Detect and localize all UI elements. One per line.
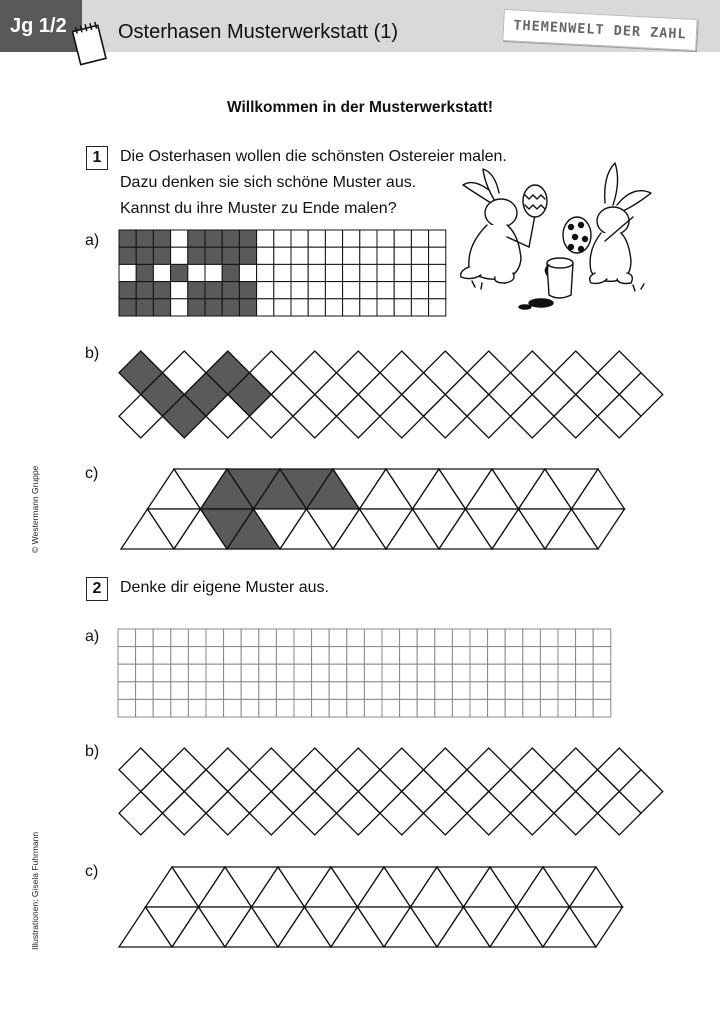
grid-cell[interactable] xyxy=(206,629,224,647)
grid-cell[interactable] xyxy=(400,699,418,717)
grid-cell[interactable] xyxy=(364,682,382,700)
grid-cell[interactable] xyxy=(205,299,222,316)
grid-cell[interactable] xyxy=(593,682,611,700)
grid-cell[interactable] xyxy=(452,647,470,665)
grid-cell[interactable] xyxy=(224,664,242,682)
grid-cell[interactable] xyxy=(188,247,205,264)
grid-cell[interactable] xyxy=(417,699,435,717)
grid-cell[interactable] xyxy=(523,629,541,647)
grid-cell[interactable] xyxy=(558,647,576,665)
grid-cell[interactable] xyxy=(294,699,312,717)
task-number-1: 1 xyxy=(86,146,108,170)
grid-cell[interactable] xyxy=(523,699,541,717)
grid-cell[interactable] xyxy=(241,664,259,682)
grid-cell[interactable] xyxy=(241,682,259,700)
grid-cell[interactable] xyxy=(429,247,446,264)
task2-text: Denke dir eigene Muster aus. xyxy=(120,579,329,596)
grid-cell[interactable] xyxy=(224,629,242,647)
illustration-credit: Illustrationen: Gisela Fuhrmann xyxy=(30,831,40,950)
task1-line-1: Die Osterhasen wollen die schönsten Ostereier malen. xyxy=(120,148,507,165)
grid-cell[interactable] xyxy=(394,282,411,299)
grid-cell[interactable] xyxy=(153,247,170,264)
grid-cell[interactable] xyxy=(347,647,365,665)
grid-cell[interactable] xyxy=(540,629,558,647)
task2-label-b: b) xyxy=(85,743,100,760)
grid-cell[interactable] xyxy=(382,629,400,647)
grid-cell[interactable] xyxy=(576,664,594,682)
grid-cell[interactable] xyxy=(241,699,259,717)
grid-cell[interactable] xyxy=(291,299,308,316)
grid-cell[interactable] xyxy=(291,230,308,247)
grid-cell[interactable] xyxy=(360,299,377,316)
grid-cell[interactable] xyxy=(153,647,171,665)
grid-cell[interactable] xyxy=(276,629,294,647)
grid-cell[interactable] xyxy=(153,682,171,700)
grid-cell[interactable] xyxy=(257,282,274,299)
grid-cell[interactable] xyxy=(188,282,205,299)
grid-cell[interactable] xyxy=(452,699,470,717)
grid-cell[interactable] xyxy=(276,664,294,682)
grid-cell[interactable] xyxy=(394,299,411,316)
grid-cell[interactable] xyxy=(239,299,256,316)
grid-cell[interactable] xyxy=(347,699,365,717)
grid-cell[interactable] xyxy=(505,664,523,682)
grid-cell[interactable] xyxy=(153,230,170,247)
grid-cell[interactable] xyxy=(291,247,308,264)
grid-cell[interactable] xyxy=(153,299,170,316)
grid-cell[interactable] xyxy=(291,282,308,299)
grid-cell[interactable] xyxy=(593,664,611,682)
grid-cell[interactable] xyxy=(136,664,154,682)
grid-cell[interactable] xyxy=(276,699,294,717)
grid-cell[interactable] xyxy=(188,629,206,647)
grid-cell[interactable] xyxy=(308,264,325,281)
grid-cell[interactable] xyxy=(222,230,239,247)
grid-cell[interactable] xyxy=(325,282,342,299)
grid-cell[interactable] xyxy=(540,647,558,665)
grid-cell[interactable] xyxy=(153,264,170,281)
task1-label-b: b) xyxy=(85,345,100,362)
grid-cell[interactable] xyxy=(364,699,382,717)
grid-cell[interactable] xyxy=(377,282,394,299)
grid-cell[interactable] xyxy=(312,647,330,665)
grid-cell[interactable] xyxy=(429,230,446,247)
task1-label-a: a) xyxy=(85,232,100,249)
pattern-grid-1a[interactable] xyxy=(118,229,447,317)
grid-cell[interactable] xyxy=(576,647,594,665)
grid-cell[interactable] xyxy=(488,699,506,717)
grid-cell[interactable] xyxy=(593,629,611,647)
grid-cell[interactable] xyxy=(274,247,291,264)
grid-cell[interactable] xyxy=(205,264,222,281)
grid-cell[interactable] xyxy=(171,699,189,717)
grid-cell[interactable] xyxy=(274,282,291,299)
grid-cell[interactable] xyxy=(364,664,382,682)
grid-cell[interactable] xyxy=(435,682,453,700)
grid-cell[interactable] xyxy=(291,264,308,281)
grid-cell[interactable] xyxy=(171,264,188,281)
grid-cell[interactable] xyxy=(377,264,394,281)
grid-cell[interactable] xyxy=(136,230,153,247)
grid-cell[interactable] xyxy=(360,230,377,247)
grid-cell[interactable] xyxy=(257,264,274,281)
grid-cell[interactable] xyxy=(257,299,274,316)
grid-cell[interactable] xyxy=(118,699,136,717)
grid-cell[interactable] xyxy=(488,682,506,700)
grid-cell[interactable] xyxy=(136,264,153,281)
grid-cell[interactable] xyxy=(329,647,347,665)
empty-diamonds-2b[interactable] xyxy=(118,747,642,836)
grid-cell[interactable] xyxy=(274,264,291,281)
grid-cell[interactable] xyxy=(382,664,400,682)
grid-cell[interactable] xyxy=(558,682,576,700)
grid-cell[interactable] xyxy=(171,299,188,316)
grid-cell[interactable] xyxy=(119,264,136,281)
grid-cell[interactable] xyxy=(470,699,488,717)
grid-cell[interactable] xyxy=(488,664,506,682)
grid-cell[interactable] xyxy=(239,282,256,299)
grid-cell[interactable] xyxy=(377,230,394,247)
grid-cell[interactable] xyxy=(505,682,523,700)
grid-cell[interactable] xyxy=(382,699,400,717)
grid-cell[interactable] xyxy=(136,247,153,264)
grid-cell[interactable] xyxy=(206,682,224,700)
grid-cell[interactable] xyxy=(540,699,558,717)
grid-cell[interactable] xyxy=(377,247,394,264)
empty-grid-2a[interactable] xyxy=(117,628,612,718)
grid-cell[interactable] xyxy=(364,647,382,665)
grid-cell[interactable] xyxy=(205,230,222,247)
grid-cell[interactable] xyxy=(308,299,325,316)
grid-cell[interactable] xyxy=(360,264,377,281)
task-number-2: 2 xyxy=(86,577,108,601)
grid-cell[interactable] xyxy=(118,664,136,682)
grid-cell[interactable] xyxy=(224,682,242,700)
grid-cell[interactable] xyxy=(136,647,154,665)
grid-cell[interactable] xyxy=(136,699,154,717)
grid-cell[interactable] xyxy=(329,699,347,717)
grid-cell[interactable] xyxy=(119,299,136,316)
task1-label-c: c) xyxy=(85,465,99,482)
grid-cell[interactable] xyxy=(188,264,205,281)
grid-cell[interactable] xyxy=(259,682,277,700)
grid-cell[interactable] xyxy=(364,629,382,647)
grid-cell[interactable] xyxy=(417,682,435,700)
grid-cell[interactable] xyxy=(523,664,541,682)
grid-cell[interactable] xyxy=(222,299,239,316)
grid-cell[interactable] xyxy=(241,647,259,665)
grid-cell[interactable] xyxy=(188,699,206,717)
grid-cell[interactable] xyxy=(411,264,428,281)
grid-cell[interactable] xyxy=(171,664,189,682)
grid-cell[interactable] xyxy=(294,629,312,647)
grid-cell[interactable] xyxy=(558,699,576,717)
grid-cell[interactable] xyxy=(239,264,256,281)
grid-cell[interactable] xyxy=(329,664,347,682)
grid-cell[interactable] xyxy=(382,647,400,665)
grid-cell[interactable] xyxy=(343,299,360,316)
grid-cell[interactable] xyxy=(347,629,365,647)
grid-cell[interactable] xyxy=(118,629,136,647)
grid-cell[interactable] xyxy=(153,699,171,717)
pattern-triangles-1c[interactable] xyxy=(120,468,652,550)
grid-cell[interactable] xyxy=(394,247,411,264)
grid-cell[interactable] xyxy=(417,629,435,647)
grid-cell[interactable] xyxy=(188,664,206,682)
grid-cell[interactable] xyxy=(400,682,418,700)
grid-cell[interactable] xyxy=(308,247,325,264)
grid-cell[interactable] xyxy=(224,647,242,665)
grid-cell[interactable] xyxy=(540,664,558,682)
grid-cell[interactable] xyxy=(312,699,330,717)
welcome-heading: Willkommen in der Musterwerkstatt! xyxy=(227,99,493,116)
grid-cell[interactable] xyxy=(206,699,224,717)
pattern-diamonds-1b[interactable] xyxy=(118,350,642,439)
grid-cell[interactable] xyxy=(343,230,360,247)
grid-cell[interactable] xyxy=(435,664,453,682)
grid-cell[interactable] xyxy=(523,682,541,700)
grid-cell[interactable] xyxy=(206,664,224,682)
grid-cell[interactable] xyxy=(576,699,594,717)
grid-cell[interactable] xyxy=(153,664,171,682)
grid-cell[interactable] xyxy=(239,230,256,247)
grid-cell[interactable] xyxy=(429,282,446,299)
grid-cell[interactable] xyxy=(241,629,259,647)
grid-cell[interactable] xyxy=(312,629,330,647)
grid-cell[interactable] xyxy=(400,647,418,665)
grade-label: Jg 1/2 xyxy=(10,15,67,37)
grid-cell[interactable] xyxy=(435,629,453,647)
grid-cell[interactable] xyxy=(347,664,365,682)
grid-cell[interactable] xyxy=(377,299,394,316)
grid-cell[interactable] xyxy=(360,282,377,299)
task2-label-c: c) xyxy=(85,863,99,880)
grid-cell[interactable] xyxy=(308,230,325,247)
grid-cell[interactable] xyxy=(558,629,576,647)
easter-bunnies-illustration xyxy=(455,155,660,315)
grid-cell[interactable] xyxy=(136,629,154,647)
grid-cell[interactable] xyxy=(394,264,411,281)
grid-cell[interactable] xyxy=(118,682,136,700)
grid-cell[interactable] xyxy=(274,299,291,316)
task2-label-a: a) xyxy=(85,628,100,645)
task1-line-2: Dazu denken sie sich schöne Muster aus. xyxy=(120,174,417,191)
grid-cell[interactable] xyxy=(523,647,541,665)
brand-stamp: THEMENWELT DER ZAHL xyxy=(502,9,697,51)
grid-cell[interactable] xyxy=(505,699,523,717)
grid-cell[interactable] xyxy=(136,282,153,299)
grid-cell[interactable] xyxy=(435,699,453,717)
grid-cell[interactable] xyxy=(259,629,277,647)
grid-cell[interactable] xyxy=(312,682,330,700)
grid-cell[interactable] xyxy=(119,247,136,264)
grid-cell[interactable] xyxy=(505,647,523,665)
grid-cell[interactable] xyxy=(593,647,611,665)
grid-cell[interactable] xyxy=(505,629,523,647)
grid-cell[interactable] xyxy=(294,682,312,700)
task1-line-3: Kannst du ihre Muster zu Ende malen? xyxy=(120,200,397,217)
grid-cell[interactable] xyxy=(429,264,446,281)
grid-cell[interactable] xyxy=(593,699,611,717)
grid-cell[interactable] xyxy=(257,247,274,264)
grid-cell[interactable] xyxy=(188,647,206,665)
grid-cell[interactable] xyxy=(136,299,153,316)
grid-cell[interactable] xyxy=(417,647,435,665)
grid-cell[interactable] xyxy=(347,682,365,700)
grid-cell[interactable] xyxy=(118,647,136,665)
grid-cell[interactable] xyxy=(276,682,294,700)
grid-cell[interactable] xyxy=(308,282,325,299)
grid-cell[interactable] xyxy=(400,664,418,682)
grid-cell[interactable] xyxy=(470,647,488,665)
grid-cell[interactable] xyxy=(224,699,242,717)
grid-cell[interactable] xyxy=(394,230,411,247)
grid-cell[interactable] xyxy=(488,629,506,647)
grid-cell[interactable] xyxy=(540,682,558,700)
grid-cell[interactable] xyxy=(452,682,470,700)
grid-cell[interactable] xyxy=(188,230,205,247)
grid-cell[interactable] xyxy=(400,629,418,647)
grid-cell[interactable] xyxy=(360,247,377,264)
grid-cell[interactable] xyxy=(188,682,206,700)
grid-cell[interactable] xyxy=(294,664,312,682)
grid-cell[interactable] xyxy=(325,299,342,316)
grid-cell[interactable] xyxy=(452,629,470,647)
grid-cell[interactable] xyxy=(558,664,576,682)
grid-cell[interactable] xyxy=(171,247,188,264)
grid-cell[interactable] xyxy=(325,247,342,264)
grid-cell[interactable] xyxy=(343,282,360,299)
grid-cell[interactable] xyxy=(343,247,360,264)
grid-cell[interactable] xyxy=(276,647,294,665)
grid-cell[interactable] xyxy=(329,682,347,700)
grid-cell[interactable] xyxy=(325,230,342,247)
grid-cell[interactable] xyxy=(312,664,330,682)
grid-cell[interactable] xyxy=(411,230,428,247)
grid-cell[interactable] xyxy=(294,647,312,665)
grid-cell[interactable] xyxy=(325,264,342,281)
grid-cell[interactable] xyxy=(171,682,189,700)
grid-cell[interactable] xyxy=(576,629,594,647)
grid-cell[interactable] xyxy=(470,682,488,700)
page-title: Osterhasen Musterwerkstatt (1) xyxy=(118,21,399,43)
grid-cell[interactable] xyxy=(452,664,470,682)
empty-triangles-2c[interactable] xyxy=(118,866,650,948)
grid-cell[interactable] xyxy=(329,629,347,647)
grid-cell[interactable] xyxy=(119,230,136,247)
grid-cell[interactable] xyxy=(257,230,274,247)
grid-cell[interactable] xyxy=(188,299,205,316)
grid-cell[interactable] xyxy=(205,247,222,264)
grid-cell[interactable] xyxy=(171,629,189,647)
grid-cell[interactable] xyxy=(259,664,277,682)
grid-cell[interactable] xyxy=(205,282,222,299)
notepad-icon xyxy=(68,20,110,68)
grid-cell[interactable] xyxy=(222,247,239,264)
grid-cell[interactable] xyxy=(343,264,360,281)
grid-cell[interactable] xyxy=(470,664,488,682)
grid-cell[interactable] xyxy=(153,629,171,647)
grid-cell[interactable] xyxy=(274,230,291,247)
grid-cell[interactable] xyxy=(222,282,239,299)
grid-cell[interactable] xyxy=(171,282,188,299)
grid-cell[interactable] xyxy=(171,230,188,247)
grid-cell[interactable] xyxy=(239,247,256,264)
grid-cell[interactable] xyxy=(382,682,400,700)
grid-cell[interactable] xyxy=(153,282,170,299)
grid-cell[interactable] xyxy=(411,247,428,264)
grid-cell[interactable] xyxy=(576,682,594,700)
grid-cell[interactable] xyxy=(119,282,136,299)
grid-cell[interactable] xyxy=(171,647,189,665)
grid-cell[interactable] xyxy=(222,264,239,281)
grid-cell[interactable] xyxy=(429,299,446,316)
grid-cell[interactable] xyxy=(136,682,154,700)
grid-cell[interactable] xyxy=(411,282,428,299)
grid-cell[interactable] xyxy=(470,629,488,647)
grid-cell[interactable] xyxy=(259,699,277,717)
grid-cell[interactable] xyxy=(435,647,453,665)
copyright-note: © Westermann Gruppe xyxy=(30,465,40,553)
grid-cell[interactable] xyxy=(411,299,428,316)
grid-cell[interactable] xyxy=(206,647,224,665)
grid-cell[interactable] xyxy=(417,664,435,682)
grid-cell[interactable] xyxy=(488,647,506,665)
grid-cell[interactable] xyxy=(259,647,277,665)
